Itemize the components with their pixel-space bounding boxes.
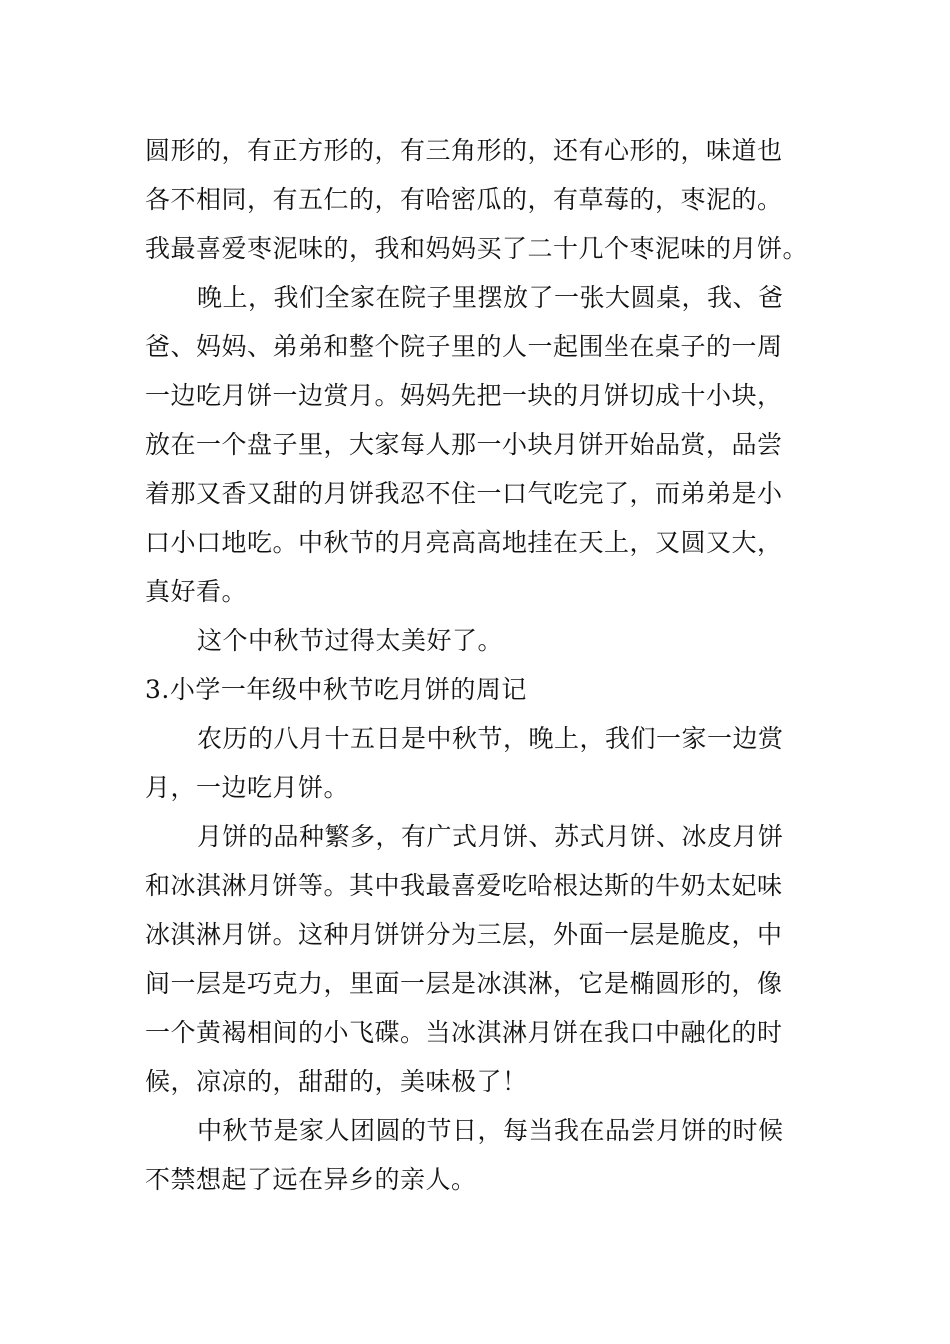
paragraph-first-line: 中秋节是家人团圆的节日，每当我在品尝月饼的时候 (197, 1116, 784, 1145)
text-line: 着那又香又甜的月饼我忍不住一口气吃完了，而弟弟是小 (145, 479, 783, 508)
text-line: 放在一个盘子里，大家每人那一小块月饼开始品赏，品尝 (145, 430, 783, 459)
text-line: 口小口地吃。中秋节的月亮高高地挂在天上，又圆又大， (145, 528, 783, 557)
text-line: 不禁想起了远在异乡的亲人。 (145, 1165, 477, 1194)
text-line: 和冰淇淋月饼等。其中我最喜爱吃哈根达斯的牛奶太妃味 (145, 871, 783, 900)
document-body (145, 126, 810, 1204)
paragraph-first-line: 晚上，我们全家在院子里摆放了一张大圆桌，我、爸 (197, 283, 784, 312)
text-line: 候，凉凉的，甜甜的，美味极了！ (145, 1067, 528, 1096)
text-line: 各不相同，有五仁的，有哈密瓜的，有草莓的，枣泥的。 (145, 185, 783, 214)
text-line: 冰淇淋月饼。这种月饼饼分为三层，外面一层是脆皮，中 (145, 920, 783, 949)
paragraph-first-line: 月饼的品种繁多，有广式月饼、苏式月饼、冰皮月饼 (197, 822, 784, 851)
paragraph-first-line: 这个中秋节过得太美好了。 (197, 626, 504, 655)
text-line: 一个黄褐相间的小飞碟。当冰淇淋月饼在我口中融化的时 (145, 1018, 783, 1047)
text-line: 圆形的，有正方形的，有三角形的，还有心形的，味道也 (145, 136, 783, 165)
text-line: 月，一边吃月饼。 (145, 773, 350, 802)
section-heading: 3.小学一年级中秋节吃月饼的周记 (145, 675, 527, 704)
text-line: 间一层是巧克力，里面一层是冰淇淋，它是椭圆形的，像 (145, 969, 783, 998)
text-line: 一边吃月饼一边赏月。妈妈先把一块的月饼切成十小块， (145, 381, 783, 410)
text-line: 我最喜爱枣泥味的，我和妈妈买了二十几个枣泥味的月饼。 (145, 234, 809, 263)
text-line: 真好看。 (145, 577, 248, 606)
text-line: 爸、妈妈、弟弟和整个院子里的人一起围坐在桌子的一周 (145, 332, 783, 361)
paragraph-first-line: 农历的八月十五日是中秋节，晚上，我们一家一边赏 (197, 724, 784, 753)
